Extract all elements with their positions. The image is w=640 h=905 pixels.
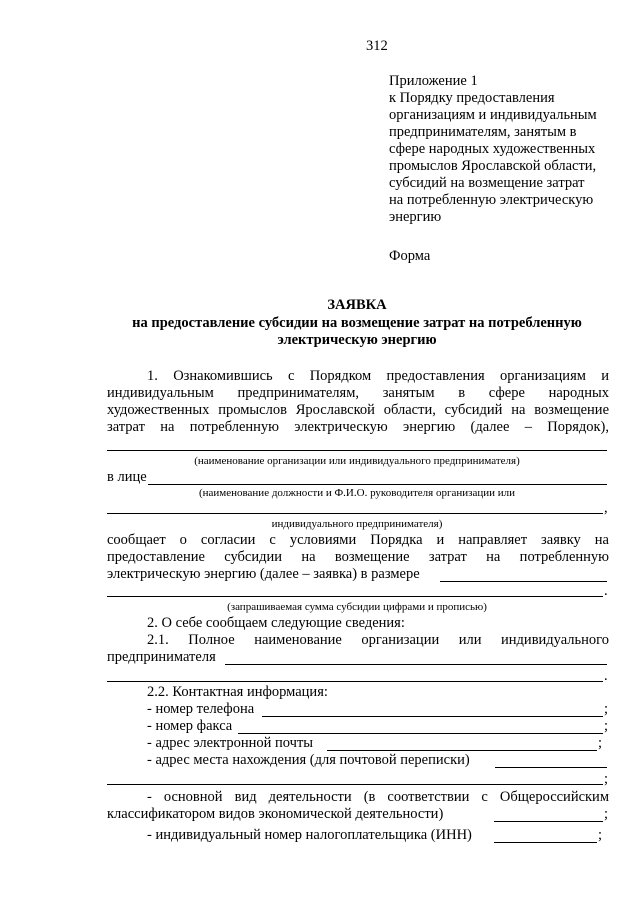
page-number: 312 xyxy=(366,38,388,54)
document-title: ЗАЯВКА xyxy=(327,297,387,313)
comma: , xyxy=(604,500,608,516)
activity-line: - основной вид деятельности (в соответствии с Общероссийским xyxy=(147,789,609,805)
appendix-line: субсидий на возмещение затрат xyxy=(389,175,585,191)
s21-line: 2.1. Полное наименование организации или индивидуального xyxy=(147,632,609,648)
amount-field-2[interactable] xyxy=(107,596,603,597)
appendix-line: сфере народных художественных xyxy=(389,141,596,157)
appendix-line: к Порядку предоставления xyxy=(389,90,555,106)
appendix-line: энергию xyxy=(389,209,442,225)
para1-line: индивидуальным предпринимателям, занятым в сфере народных xyxy=(107,385,609,401)
amount-field[interactable] xyxy=(440,581,607,582)
email-label: - адрес электронной почты xyxy=(147,735,314,751)
semicolon: ; xyxy=(604,771,609,787)
org-name-field[interactable] xyxy=(107,450,607,451)
semicolon: ; xyxy=(604,806,609,822)
hint-amount: (запрашиваемая сумма субсидии цифрами и прописью) xyxy=(227,601,487,613)
phone-label: - номер телефона xyxy=(147,701,255,717)
activity-field[interactable] xyxy=(494,821,603,822)
s21-line: предпринимателя xyxy=(107,649,216,665)
full-name-field-2[interactable] xyxy=(107,681,603,682)
form-label: Форма xyxy=(389,248,431,264)
address-field-2[interactable] xyxy=(107,784,603,785)
period: . xyxy=(604,583,608,599)
para1-line: художественных промыслов Ярославской области, субсидий на возмещение xyxy=(107,402,609,418)
para1-line: затрат на потребленную электрическую энергию (далее – Порядок), xyxy=(107,419,609,435)
semicolon: ; xyxy=(604,718,609,734)
appendix-line: промыслов Ярославской области, xyxy=(389,158,597,174)
address-label: - адрес места нахождения (для почтовой переписки) xyxy=(147,752,470,768)
period: . xyxy=(604,668,608,684)
appendix-line: предпринимателям, занятым в xyxy=(389,124,577,140)
semicolon: ; xyxy=(598,827,603,843)
para2-line: сообщает о согласии с условиями Порядка и направляет заявку на xyxy=(107,532,609,548)
para2-line: предоставление субсидии на возмещение затрат на потребленную xyxy=(107,549,609,565)
document-subtitle-line: на предоставление субсидии на возмещение затрат на потребленную xyxy=(132,315,582,331)
email-field[interactable] xyxy=(327,750,597,751)
para1-line: 1. Ознакомившись с Порядком предоставления организациям и xyxy=(147,368,609,384)
head-name-field[interactable] xyxy=(148,484,607,485)
hint-org-name: (наименование организации или индивидуального предпринимателя) xyxy=(194,455,520,467)
inn-label: - индивидуальный номер налогоплательщика (ИНН) xyxy=(147,827,472,843)
phone-field[interactable] xyxy=(262,716,603,717)
para2-line: электрическую энергию (далее – заявка) в размере xyxy=(107,566,420,582)
semicolon: ; xyxy=(604,701,609,717)
head-name-field-2[interactable] xyxy=(107,513,603,514)
semicolon: ; xyxy=(598,735,603,751)
appendix-line: организациям и индивидуальным xyxy=(389,107,597,123)
in-person-label: в лице xyxy=(107,469,147,485)
document-subtitle-line: электрическую энергию xyxy=(277,332,437,348)
section-2-heading: 2. О себе сообщаем следующие сведения: xyxy=(147,615,405,631)
appendix-line: на потребленную электрическую xyxy=(389,192,594,208)
appendix-line: Приложение 1 xyxy=(389,73,478,89)
address-field[interactable] xyxy=(495,767,607,768)
fax-label: - номер факса xyxy=(147,718,233,734)
full-name-field[interactable] xyxy=(225,664,607,665)
hint-head-1: (наименование должности и Ф.И.О. руководителя организации или xyxy=(198,487,516,499)
inn-field[interactable] xyxy=(494,842,597,843)
activity-line: классификатором видов экономической деятельности) xyxy=(107,806,444,822)
appendix-block xyxy=(389,73,597,226)
fax-field[interactable] xyxy=(238,733,603,734)
hint-head-2: индивидуального предпринимателя) xyxy=(271,518,443,530)
s22-heading: 2.2. Контактная информация: xyxy=(147,684,328,700)
